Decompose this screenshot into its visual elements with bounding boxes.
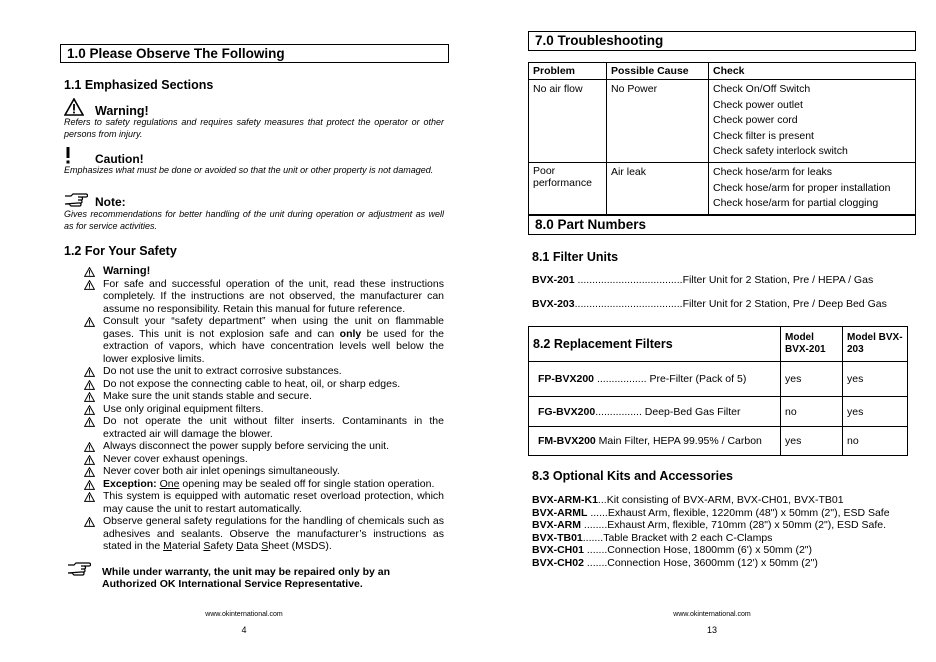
section-title-8: 8.0 Part Numbers	[528, 215, 916, 235]
pointing-hand-icon	[64, 193, 88, 207]
list-item: BVX-CH01 .......Connection Hose, 1800mm (6') x 50mm (2")	[532, 544, 813, 557]
page-number: 13	[706, 625, 717, 635]
table-row	[529, 427, 908, 456]
page-number: 4	[241, 625, 247, 635]
list-item: This system is equipped with automatic reset overload protection, which may cause the unit to restart automatically.	[84, 490, 444, 515]
list-item: Do not expose the connecting cable to heat, oil, or sharp edges.	[84, 378, 444, 391]
list-item: BVX-TB01.......Table Bracket with 2 each C-Clamps	[532, 531, 773, 544]
model-201-cell: yes	[781, 362, 843, 397]
warning-triangle-icon	[84, 280, 95, 294]
section-title-7: 7.0 Troubleshooting	[528, 31, 916, 51]
table-row	[529, 162, 916, 214]
list-item: Warning!	[84, 265, 444, 278]
filter-unit-row: BVX-203.....................................Filter Unit for 2 Station, Pre / Deep Bed Gas	[532, 298, 887, 310]
warning-triangle-icon	[64, 98, 84, 116]
cause-cell: Air leak	[607, 162, 709, 214]
section-title-1: 1.0 Please Observe The Following	[60, 44, 449, 63]
table-header-row	[529, 327, 908, 362]
filter-cell: FG-BVX200................ Deep-Bed Gas Filter	[529, 397, 781, 427]
filter-cell: FP-BVX200 ................. Pre-Filter (Pack of 5)	[529, 362, 781, 397]
list-item: BVX-CH02 .......Connection Hose, 3600mm (12') x 50mm (2")	[532, 556, 818, 569]
column-header: Check	[709, 63, 916, 80]
model-201-cell: no	[781, 397, 843, 427]
model-203-cell: yes	[843, 362, 908, 397]
list-item: Never cover both air inlet openings simultaneously.	[84, 465, 444, 478]
note-text: Gives recommendations for better handling of the unit during operation or adjustment as well as for service activities.	[64, 209, 444, 231]
list-item: Make sure the unit stands stable and secure.	[84, 390, 444, 403]
footer-url: www.okinternational.com	[205, 611, 283, 618]
safety-heading: 1.2 For Your Safety	[64, 244, 177, 258]
warning-triangle-icon	[84, 417, 95, 431]
list-item: Observe general safety regulations for the handling of chemicals such as adhesives and sealants. Observe the manufacturer’s instructions as stated in the Material Safety Data Sheet (MSDS).	[84, 515, 444, 553]
caution-title: Caution!	[95, 152, 144, 166]
caution-text: Emphasizes what must be done or avoided so that the unit or other property is not damaged.	[64, 165, 434, 175]
list-item: Consult your “safety department” when using the unit on flammable gases. This unit is not explosion safe and can only be used for the extraction of vapors, which have concentration levels well below the lower explosive limits.	[84, 315, 444, 365]
list-item: BVX-ARM-K1...Kit consisting of BVX-ARM, BVX-CH01, BVX-TB01	[532, 494, 844, 506]
table-row	[529, 397, 908, 427]
cause-cell: No Power	[607, 80, 709, 163]
table-row	[529, 362, 908, 397]
list-item: BVX-ARM ........Exhaust Arm, flexible, 710mm (28") x 50mm (2"), ESD Safe.	[532, 519, 887, 532]
problem-cell: No air flow	[529, 80, 607, 163]
list-item: For safe and successful operation of the unit, read these instructions completely. If the instructions are not observed, the manufacturer can assume no responsibility. Retain this manual for future reference.	[84, 278, 444, 316]
warning-text: Refers to safety regulations and requires safety measures that protect the operator or other persons from injury.	[64, 117, 444, 139]
check-cell: Check On/Off Switch Check power outlet Check power cord Check filter is present Check safety interlock switch	[709, 80, 916, 163]
list-item: BVX-ARML ......Exhaust Arm, flexible, 1220mm (48") x 50mm (2"), ESD Safe	[532, 506, 890, 519]
warning-triangle-icon	[84, 517, 95, 531]
list-item: Exception: One opening may be sealed off for single station operation.	[84, 478, 444, 491]
column-header: Model BVX-203	[843, 327, 908, 362]
warranty-line-1: While under warranty, the unit may be repaired only by an	[102, 566, 391, 578]
troubleshooting-table	[528, 62, 916, 215]
list-item: Never cover exhaust openings.	[84, 453, 444, 466]
list-item: Use only original equipment filters.	[84, 403, 444, 416]
pointing-hand-icon	[67, 562, 91, 576]
column-header: Model BVX-201	[781, 327, 843, 362]
warning-triangle-icon	[84, 317, 95, 331]
footer-url: www.okinternational.com	[673, 611, 751, 618]
exclamation-icon	[65, 147, 71, 165]
filter-unit-row: BVX-201 ....................................Filter Unit for 2 Station, Pre / HEPA / Gas	[532, 274, 874, 286]
model-203-cell: yes	[843, 397, 908, 427]
emphasized-sections-heading: 1.1 Emphasized Sections	[64, 78, 214, 92]
column-header: Problem	[529, 63, 607, 80]
warranty-line-2: Authorized OK International Service Representative.	[102, 578, 363, 590]
safety-list	[84, 265, 444, 553]
model-201-cell: yes	[781, 427, 843, 456]
table-row	[529, 80, 916, 163]
table-header-row	[529, 63, 916, 80]
filter-units-heading: 8.1 Filter Units	[532, 250, 619, 264]
problem-cell: Poor performance	[529, 162, 607, 214]
replacement-filters-table	[528, 326, 908, 456]
warning-triangle-icon	[84, 492, 95, 506]
filter-cell: FM-BVX200 Main Filter, HEPA 99.95% / Carbon	[529, 427, 781, 456]
list-item: Always disconnect the power supply before servicing the unit.	[84, 440, 444, 453]
kits-heading: 8.3 Optional Kits and Accessories	[532, 469, 733, 483]
replacement-filters-title: 8.2 Replacement Filters	[529, 327, 781, 362]
list-item: Do not operate the unit without filter inserts. Contaminants in the extracted air will damage the blower.	[84, 415, 444, 440]
check-cell: Check hose/arm for leaks Check hose/arm for proper installation Check hose/arm for partial clogging	[709, 162, 916, 214]
model-203-cell: no	[843, 427, 908, 456]
list-item: Do not use the unit to extract corrosive substances.	[84, 365, 444, 378]
kits-list	[532, 494, 922, 570]
column-header: Possible Cause	[607, 63, 709, 80]
note-title: Note:	[95, 195, 126, 209]
warning-title: Warning!	[95, 104, 149, 118]
